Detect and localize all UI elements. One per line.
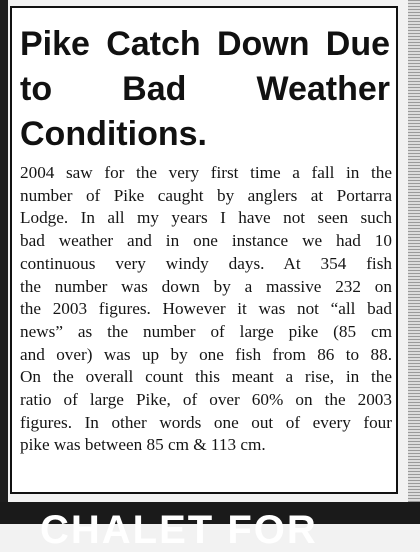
body-line: ratio of large Pike, of over 60% on the 2003 [20,390,392,410]
article-headline [20,22,390,157]
body-line: the 2003 figures. However it was not “all bad [20,299,392,319]
body-line: pike was between 85 cm & 113 cm. [20,435,266,455]
body-line: Lodge. In all my years I have not seen such [20,208,392,228]
headline-line: Pike Catch Down Due [20,25,390,63]
next-section-band [0,502,420,552]
body-line: bad weather and in one instance we had 10 [20,231,392,251]
body-line: On the overall count this meant a rise, in the [20,367,392,387]
headline-line: Conditions. [20,115,207,153]
body-line: continuous very windy days. At 354 fish [20,253,392,273]
right-edge-rule [408,0,420,502]
left-border-rule [0,0,8,502]
body-line: number of Pike caught by anglers at Portarra [20,185,392,205]
body-line: the number was down by a massive 232 on [20,276,392,296]
body-line: figures. In other words one out of every four [20,412,392,432]
body-line: and over) was up by one fish from 86 to 88. [20,344,392,364]
body-line: news” as the number of large pike (85 cm [20,321,392,341]
headline-line: to Bad Weather [20,70,390,108]
article-box [10,6,398,494]
body-line: 2004 saw for the very first time a fall in the [20,163,392,182]
article-body [20,162,392,457]
next-section-heading: CHALET FOR [40,508,318,552]
